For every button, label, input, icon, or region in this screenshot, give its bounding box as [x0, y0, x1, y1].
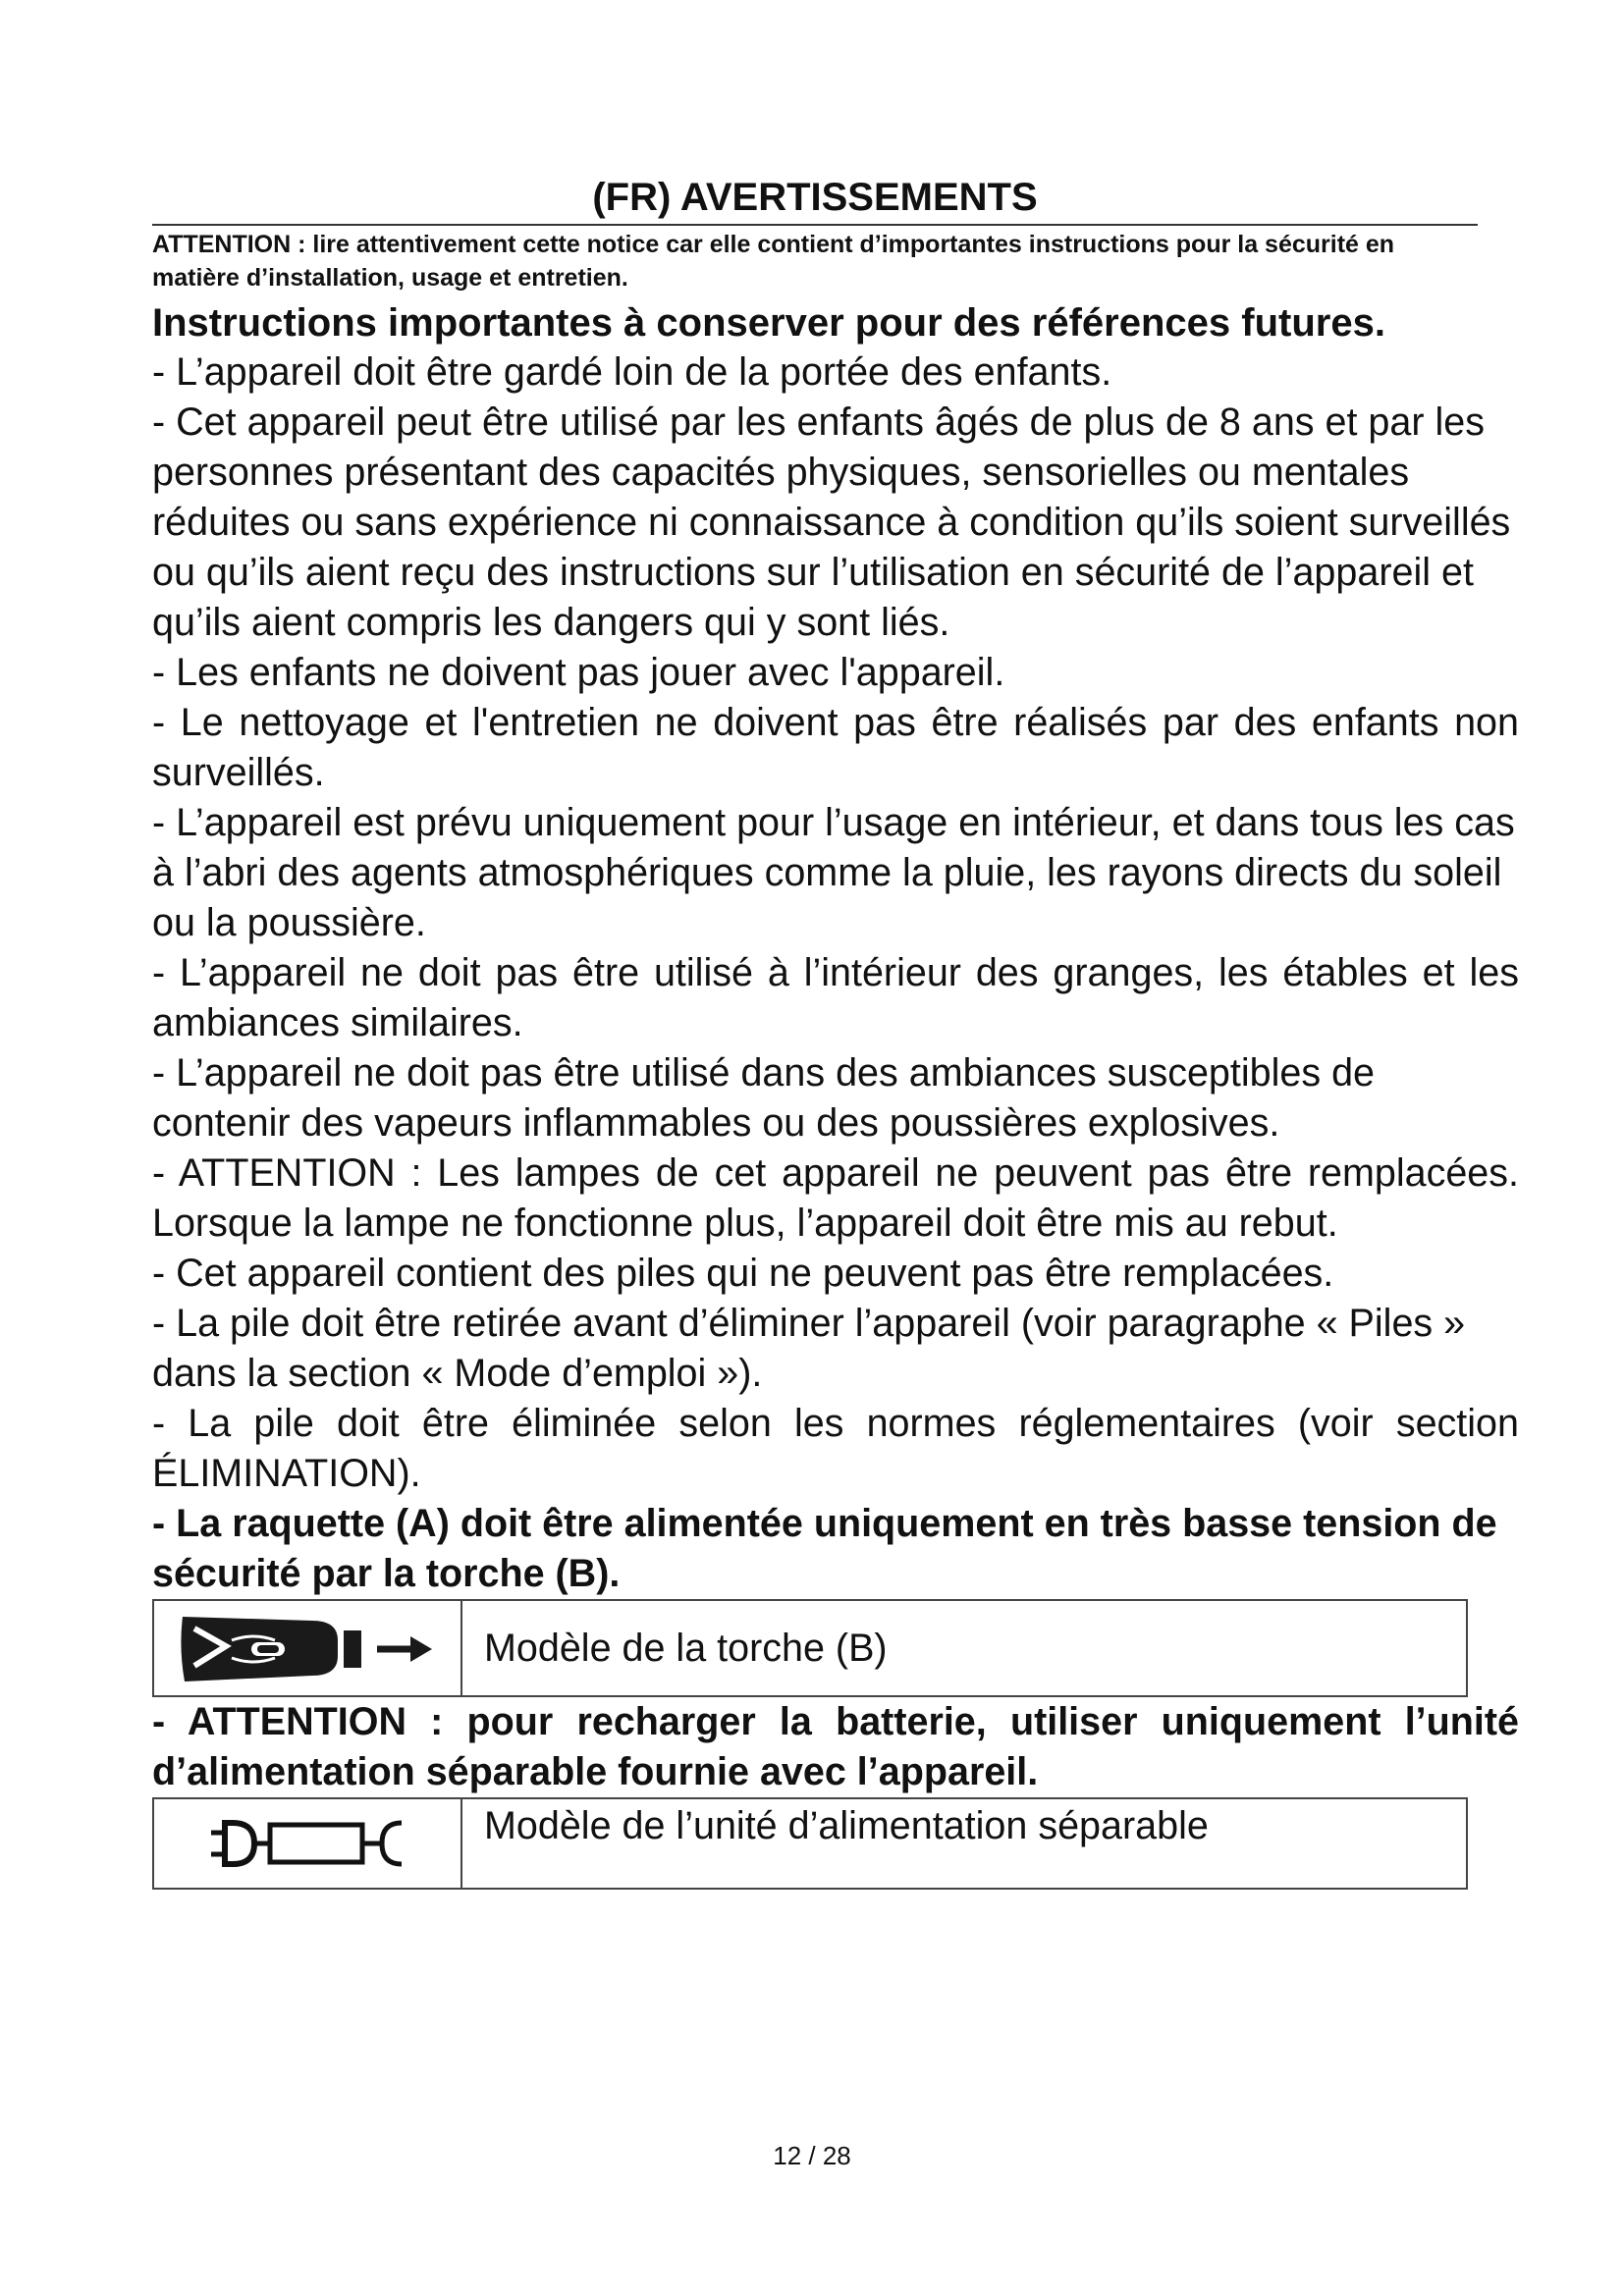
document-page: [152, 175, 1517, 1890]
intro-warning: ATTENTION : lire attentivement cette notice car elle contient d’importantes instructions pour la sécurité en matière d’installation, usage et entretien.: [152, 231, 1395, 292]
warning-item: - ATTENTION : Les lampes de cet appareil ne peuvent pas être remplacées. Lorsque la lampe ne fonctionne plus, l’appareil doit être mis au rebut.: [152, 1151, 1519, 1245]
power-unit-icon: [189, 1809, 425, 1878]
power-unit-label: Modèle de l’unité d’alimentation séparable: [484, 1804, 1209, 1847]
warning-item: - L’appareil doit être gardé loin de la portée des enfants.: [152, 350, 1112, 394]
page-title: (FR) AVERTISSEMENTS: [152, 175, 1478, 226]
warning-item: - La pile doit être éliminée selon les normes réglementaires (voir section ÉLIMINATION).: [152, 1402, 1519, 1495]
warning-item: - La pile doit être retirée avant d’éliminer l’appareil (voir paragraphe « Piles » dans la section « Mode d’emploi »).: [152, 1302, 1466, 1395]
warning-item: - L’appareil est prévu uniquement pour l’usage en intérieur, et dans tous les cas à l’abri des agents atmosphériques comme la pluie, les rayons directs du soleil ou la poussière.: [152, 801, 1515, 944]
instructions-heading: Instructions importantes à conserver pour des références futures.: [152, 301, 1385, 345]
warning-item: - Cet appareil peut être utilisé par les enfants âgés de plus de 8 ans et par les personnes présentant des capacités physiques, sensorielles ou mentales réduites ou sans expérience ni connaissance à condition qu’ils soient surveillés ou qu’ils aient reçu des instructions sur l’utilisation en sécurité de l’appareil et qu’ils aient compris les dangers qui y sont liés.: [152, 400, 1511, 644]
power-unit-icon-cell: [154, 1799, 462, 1888]
warning-item: - Le nettoyage et l'entretien ne doivent pas être réalisés par des enfants non surveillés.: [152, 701, 1519, 794]
torch-icon: [175, 1607, 440, 1689]
power-unit-box: [152, 1797, 1468, 1890]
racket-supply-warning: - La raquette (A) doit être alimentée uniquement en très basse tension de sécurité par la torche (B).: [152, 1502, 1497, 1595]
warning-item: - Les enfants ne doivent pas jouer avec l'appareil.: [152, 651, 1005, 694]
charger-warning: - ATTENTION : pour recharger la batterie, utiliser uniquement l’unité d’alimentation séparable fournie avec l’appareil.: [152, 1700, 1519, 1793]
torch-icon-cell: [154, 1601, 462, 1695]
torch-model-label: Modèle de la torche (B): [484, 1627, 888, 1670]
page-number: 12 / 28: [773, 2141, 851, 2170]
warning-item: - Cet appareil contient des piles qui ne peuvent pas être remplacées.: [152, 1252, 1334, 1295]
warning-item: - L’appareil ne doit pas être utilisé à l’intérieur des granges, les étables et les ambiances similaires.: [152, 951, 1519, 1044]
torch-model-box: [152, 1599, 1468, 1697]
warning-item: - L’appareil ne doit pas être utilisé dans des ambiances susceptibles de contenir des vapeurs inflammables ou des poussières explosives.: [152, 1051, 1376, 1145]
